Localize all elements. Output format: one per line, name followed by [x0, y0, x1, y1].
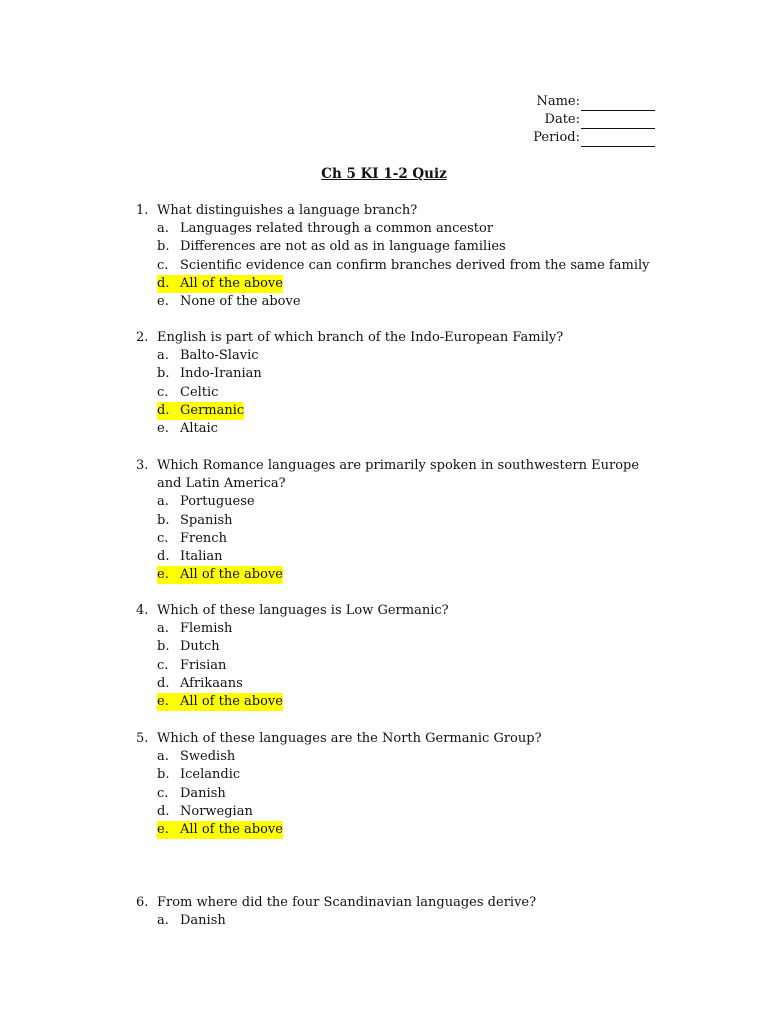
question-text: What distinguishes a language branch? — [157, 203, 418, 218]
option-text: Icelandic — [180, 767, 241, 783]
option-letter: a. — [157, 494, 169, 510]
option-text: Danish — [180, 785, 226, 801]
answer-option[interactable] — [136, 365, 666, 383]
answer-option-correct[interactable] — [136, 566, 666, 584]
option-letter: a. — [157, 221, 169, 237]
answer-option[interactable] — [136, 420, 666, 438]
question-number: 1. — [136, 203, 149, 218]
option-text: Celtic — [180, 384, 219, 400]
option-letter: a. — [157, 749, 169, 765]
option-text: Languages related through a common ancestor — [180, 221, 494, 237]
question-number: 3. — [136, 458, 149, 473]
option-letter: a. — [157, 348, 169, 364]
option-letter: c. — [157, 257, 169, 273]
date-field[interactable] — [533, 111, 655, 129]
answer-option-correct[interactable] — [136, 693, 666, 711]
question-number: 6. — [136, 895, 149, 910]
answer-option[interactable] — [136, 912, 666, 930]
option-text: Italian — [180, 549, 223, 565]
option-text: Norwegian — [180, 803, 253, 819]
question-number: 5. — [136, 731, 149, 746]
option-letter: b. — [157, 512, 170, 528]
question-2 — [136, 329, 666, 438]
option-letter: d. — [157, 675, 170, 691]
question-text: English is part of which branch of the Indo-European Family? — [157, 330, 564, 345]
answer-option[interactable] — [136, 675, 666, 693]
answer-option[interactable] — [136, 766, 666, 784]
answer-option[interactable] — [136, 657, 666, 675]
option-letter: b. — [157, 239, 170, 255]
option-text: None of the above — [180, 294, 301, 310]
answer-option[interactable] — [136, 638, 666, 656]
question-text: Which of these languages are the North Germanic Group? — [157, 731, 542, 746]
option-letter: e. — [157, 694, 169, 710]
option-letter: a. — [157, 913, 169, 929]
option-text: All of the above — [180, 822, 283, 838]
answer-option[interactable] — [136, 238, 666, 256]
option-text: All of the above — [180, 694, 283, 710]
option-text: Altaic — [180, 421, 218, 437]
option-letter: d. — [157, 275, 170, 291]
question-text: Which Romance languages are primarily spoken in southwestern Europe and Latin America? — [157, 458, 640, 492]
answer-option[interactable] — [136, 512, 666, 530]
question-stem — [136, 202, 666, 220]
option-letter: e. — [157, 567, 169, 583]
option-letter: e. — [157, 822, 169, 838]
option-text: Afrikaans — [180, 675, 243, 691]
option-letter: d. — [157, 549, 170, 565]
answer-option[interactable] — [136, 220, 666, 238]
option-text: French — [180, 530, 227, 546]
answer-option[interactable] — [136, 293, 666, 311]
period-label: Period: — [533, 130, 580, 145]
option-letter: c. — [157, 530, 169, 546]
date-label: Date: — [544, 112, 580, 127]
answer-options — [136, 620, 666, 711]
period-blank-line[interactable] — [581, 133, 655, 147]
option-letter: d. — [157, 402, 170, 418]
option-text: Differences are not as old as in language families — [180, 239, 506, 255]
answer-highlight — [157, 275, 283, 293]
question-number: 4. — [136, 603, 149, 618]
question-stem — [136, 457, 666, 493]
question-stem — [136, 329, 666, 347]
answer-option-correct[interactable] — [136, 275, 666, 293]
answer-options — [136, 220, 666, 311]
name-blank-line[interactable] — [581, 97, 655, 111]
answer-options — [136, 347, 666, 438]
option-text: Portuguese — [180, 494, 255, 510]
question-5 — [136, 730, 666, 839]
option-letter: a. — [157, 621, 169, 637]
option-text: All of the above — [180, 567, 283, 583]
answer-option[interactable] — [136, 493, 666, 511]
period-field[interactable] — [533, 129, 655, 147]
option-letter: d. — [157, 803, 170, 819]
date-blank-line[interactable] — [581, 115, 655, 129]
answer-option[interactable] — [136, 803, 666, 821]
question-4 — [136, 602, 666, 711]
option-text: Danish — [180, 913, 226, 929]
answer-highlight — [157, 821, 283, 839]
question-6 — [136, 894, 666, 930]
answer-options — [136, 912, 666, 930]
option-letter: e. — [157, 421, 169, 437]
option-letter: c. — [157, 657, 169, 673]
answer-highlight — [157, 566, 283, 584]
option-text: Germanic — [180, 402, 245, 418]
option-text: Scientific evidence can confirm branches derived from the same family — [180, 257, 650, 273]
answer-option[interactable] — [136, 384, 666, 402]
question-1 — [136, 202, 666, 311]
option-letter: e. — [157, 294, 169, 310]
option-letter: c. — [157, 384, 169, 400]
option-letter: b. — [157, 767, 170, 783]
answer-highlight — [157, 402, 244, 420]
answer-option[interactable] — [136, 548, 666, 566]
option-text: Swedish — [180, 749, 236, 765]
answer-highlight — [157, 693, 283, 711]
option-text: Flemish — [180, 621, 233, 637]
option-text: Frisian — [180, 657, 227, 673]
answer-option-correct[interactable] — [136, 402, 666, 420]
question-stem — [136, 730, 666, 748]
option-text: All of the above — [180, 275, 283, 291]
option-text: Spanish — [180, 512, 233, 528]
option-letter: b. — [157, 366, 170, 382]
answer-option-correct[interactable] — [136, 821, 666, 839]
student-info-fields — [533, 93, 655, 147]
answer-option[interactable] — [136, 257, 666, 275]
question-number: 2. — [136, 330, 149, 345]
answer-options — [136, 493, 666, 584]
answer-option[interactable] — [136, 620, 666, 638]
answer-option[interactable] — [136, 748, 666, 766]
option-letter: b. — [157, 639, 170, 655]
question-stem — [136, 894, 666, 912]
name-label: Name: — [536, 94, 580, 109]
name-field[interactable] — [533, 93, 655, 111]
option-text: Balto-Slavic — [180, 348, 259, 364]
answer-option[interactable] — [136, 785, 666, 803]
question-3 — [136, 457, 666, 584]
question-text: From where did the four Scandinavian languages derive? — [157, 895, 537, 910]
option-letter: c. — [157, 785, 169, 801]
quiz-title: Ch 5 KI 1-2 Quiz — [321, 166, 447, 182]
answer-option[interactable] — [136, 347, 666, 365]
question-stem — [136, 602, 666, 620]
question-text: Which of these languages is Low Germanic? — [157, 603, 449, 618]
answer-options — [136, 748, 666, 839]
option-text: Dutch — [180, 639, 220, 655]
answer-option[interactable] — [136, 530, 666, 548]
option-text: Indo-Iranian — [180, 366, 262, 382]
